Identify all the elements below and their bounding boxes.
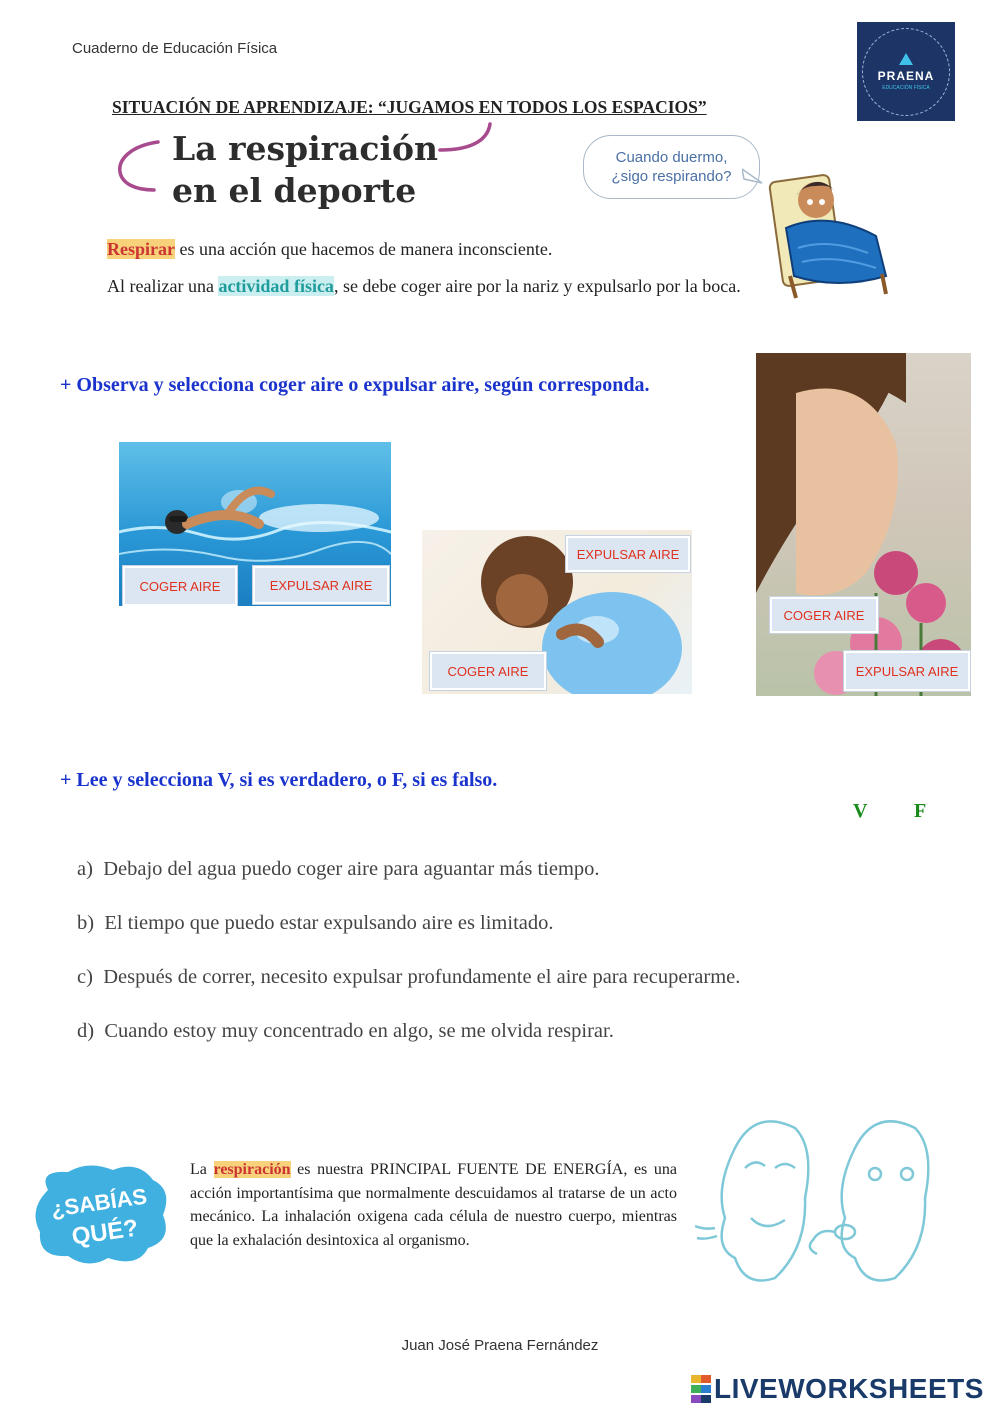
balloon-photo	[422, 530, 692, 694]
intro-p2-before: Al realizar una	[107, 276, 219, 296]
statement-letter: c)	[77, 966, 93, 988]
main-title-line2: en el deporte	[172, 171, 417, 210]
statement-a	[77, 858, 600, 881]
speech-bubble	[583, 135, 760, 199]
sabias-que-badge-icon	[28, 1160, 173, 1270]
bubble-tail-icon	[742, 165, 764, 187]
task2-instruction: + Lee y selecciona V, si es verdadero, o F, si es falso.	[60, 769, 498, 791]
liveworksheets-brand	[690, 1373, 984, 1405]
true-column-label: V	[853, 800, 868, 822]
statement-text: El tiempo que puedo estar expulsando aire es limitado.	[104, 912, 554, 934]
swimmer-coger-aire-option[interactable]: COGER AIRE	[123, 566, 237, 606]
statement-text: Cuando estoy muy concentrado en algo, se me olvida respirar.	[104, 1020, 614, 1042]
liveworksheets-wordmark: LIVEWORKSHEETS	[714, 1373, 984, 1404]
statement-text: Después de correr, necesito expulsar profundamente el aire para recuperarme.	[103, 966, 741, 988]
main-title-line1: La respiración	[172, 129, 439, 168]
statement-text: Debajo del agua puedo coger aire para aguantar más tiempo.	[103, 858, 600, 880]
breathing-faces-illustration	[695, 1108, 955, 1298]
statement-letter: d)	[77, 1020, 95, 1042]
false-column-label: F	[914, 800, 927, 822]
svg-text:¿SABÍAS: ¿SABÍAS	[49, 1183, 149, 1222]
situation-title: SITUACIÓN DE APRENDIZAJE: “JUGAMOS EN TODOS LOS ESPACIOS”	[112, 97, 707, 117]
swimmer-photo	[119, 442, 391, 606]
main-title	[172, 128, 438, 212]
bubble-line2: ¿sigo respirando?	[611, 168, 732, 185]
notebook-header: Cuaderno de Educación Física	[72, 40, 278, 57]
intro-p2-after: , se debe coger aire por la nariz y expulsarlo por la boca.	[333, 276, 741, 296]
statement-c	[77, 966, 740, 989]
respirar-highlight: Respirar	[107, 239, 175, 259]
sleeping-child-illustration	[768, 158, 898, 303]
statement-letter: a)	[77, 858, 93, 880]
balloon-expulsar-aire-option[interactable]: EXPULSAR AIRE	[566, 536, 690, 572]
swimmer-expulsar-aire-option[interactable]: EXPULSAR AIRE	[253, 566, 389, 604]
statement-b	[77, 912, 554, 935]
fact-after: es nuestra PRINCIPAL FUENTE DE ENERGÍA, es una acción importantísima que normalmente descuidamos al tratarse de un acto mecánico. La inhalación oxigena cada célula de nuestro cuerpo, mientras que la exhalación desintoxica al organismo.	[190, 1161, 678, 1249]
logo-subtitle: EDUCACIÓN FÍSICA	[882, 84, 930, 91]
runner-icon	[899, 53, 913, 65]
task1-instruction: + Observa y selecciona coger aire o expulsar aire, según corresponda.	[60, 374, 650, 396]
praena-logo	[857, 22, 955, 121]
respiracion-highlight: respiración	[213, 1161, 291, 1178]
flower-expulsar-aire-option[interactable]: EXPULSAR AIRE	[844, 651, 970, 691]
intro-paragraph-2	[107, 272, 757, 300]
svg-text:QUÉ?: QUÉ?	[70, 1214, 140, 1251]
intro-p1-text: es una acción que hacemos de manera inconsciente.	[174, 239, 553, 259]
girl-smelling-flowers-figure	[756, 353, 971, 696]
actividad-fisica-highlight: actividad física	[218, 276, 334, 296]
author-footer: Juan José Praena Fernández	[401, 1337, 599, 1354]
logo-ring	[862, 28, 950, 116]
logo-name: PRAENA	[877, 68, 935, 83]
bubble-line1: Cuando duermo,	[615, 149, 728, 166]
fact-before: La	[190, 1161, 214, 1178]
fact-paragraph	[190, 1158, 677, 1252]
flower-coger-aire-option[interactable]: COGER AIRE	[770, 597, 878, 633]
statement-d	[77, 1020, 614, 1043]
liveworksheets-logo-icon	[690, 1374, 710, 1404]
flower-photo	[756, 353, 971, 696]
balloon-coger-aire-option[interactable]: COGER AIRE	[430, 652, 546, 690]
statement-letter: b)	[77, 912, 95, 934]
intro-paragraph-1	[107, 239, 757, 260]
